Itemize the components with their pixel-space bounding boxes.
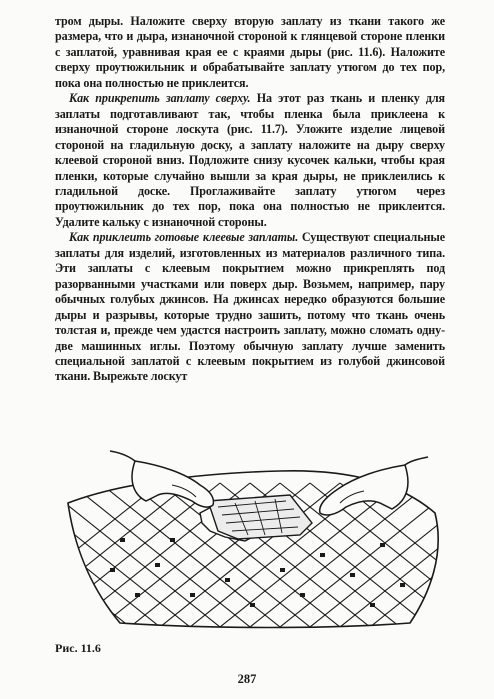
paragraph-3-heading: Как приклеить готовые клеевые заплаты. xyxy=(69,230,299,245)
page-number: 287 xyxy=(237,672,257,686)
paragraph-2-heading: Как прикрепить заплату сверху. xyxy=(69,91,251,106)
hands-placing-patch-over-hole-icon xyxy=(50,443,450,633)
body-text xyxy=(55,14,445,385)
figure-caption: Рис. 11.6 xyxy=(55,641,101,655)
patch-illustration xyxy=(50,443,450,633)
paragraph-2 xyxy=(55,91,445,230)
paragraph-1 xyxy=(55,14,445,91)
paragraph-3-text: Существуют специальные заплаты для изделий, изготовленных из материалов различного типа. Эти заплаты с клеевым покрытием можно прикреплять под разорванными участками или поверх дыр. Возьмем, например, пару обычных голубых джинсов. На джинсах нередко образуются большие дыры и разрывы, которые трудно зашить, потому что ткань очень толстая и, прежде чем удастся настроить заплату, можно сломать одну-две машинных иглы. Поэтому обычную заплату лучше заменить специальной заплатой с клеевым покрытием из голубой джинсовой ткани. Вырежьте лоскут xyxy=(55,230,445,384)
paragraph-2-text: На этот раз ткань и пленку для заплаты подготавливают так, чтобы пленка была приклеена к изнаночной стороне лоскута (рис. 11.7). Уложите изделие лицевой стороной на гладильную доску, а заплату наложите на дыру сверху клеевой стороной вниз. Подложите снизу кусочек кальки, чтобы края пленки, которые случайно вышли за края дыры, не приклеились к гладильной доске. Проглаживайте заплату утюгом через проутюжильник до тех пор, пока она полностью не приклеится. Удалите кальку с изнаночной стороны. xyxy=(55,91,446,229)
paragraph-3 xyxy=(55,230,445,385)
paragraph-1-text: тром дыры. Наложите сверху вторую заплату из ткани такого же размера, что и дыра, изнаночной стороной к глянцевой стороне пленки с заплатой, уравнивая края ее с краями дыры (рис. 11.6). Наложите сверху проутюжильник и обрабатывайте заплату утюгом до тех пор, пока она полностью не приклеится. xyxy=(55,14,445,90)
